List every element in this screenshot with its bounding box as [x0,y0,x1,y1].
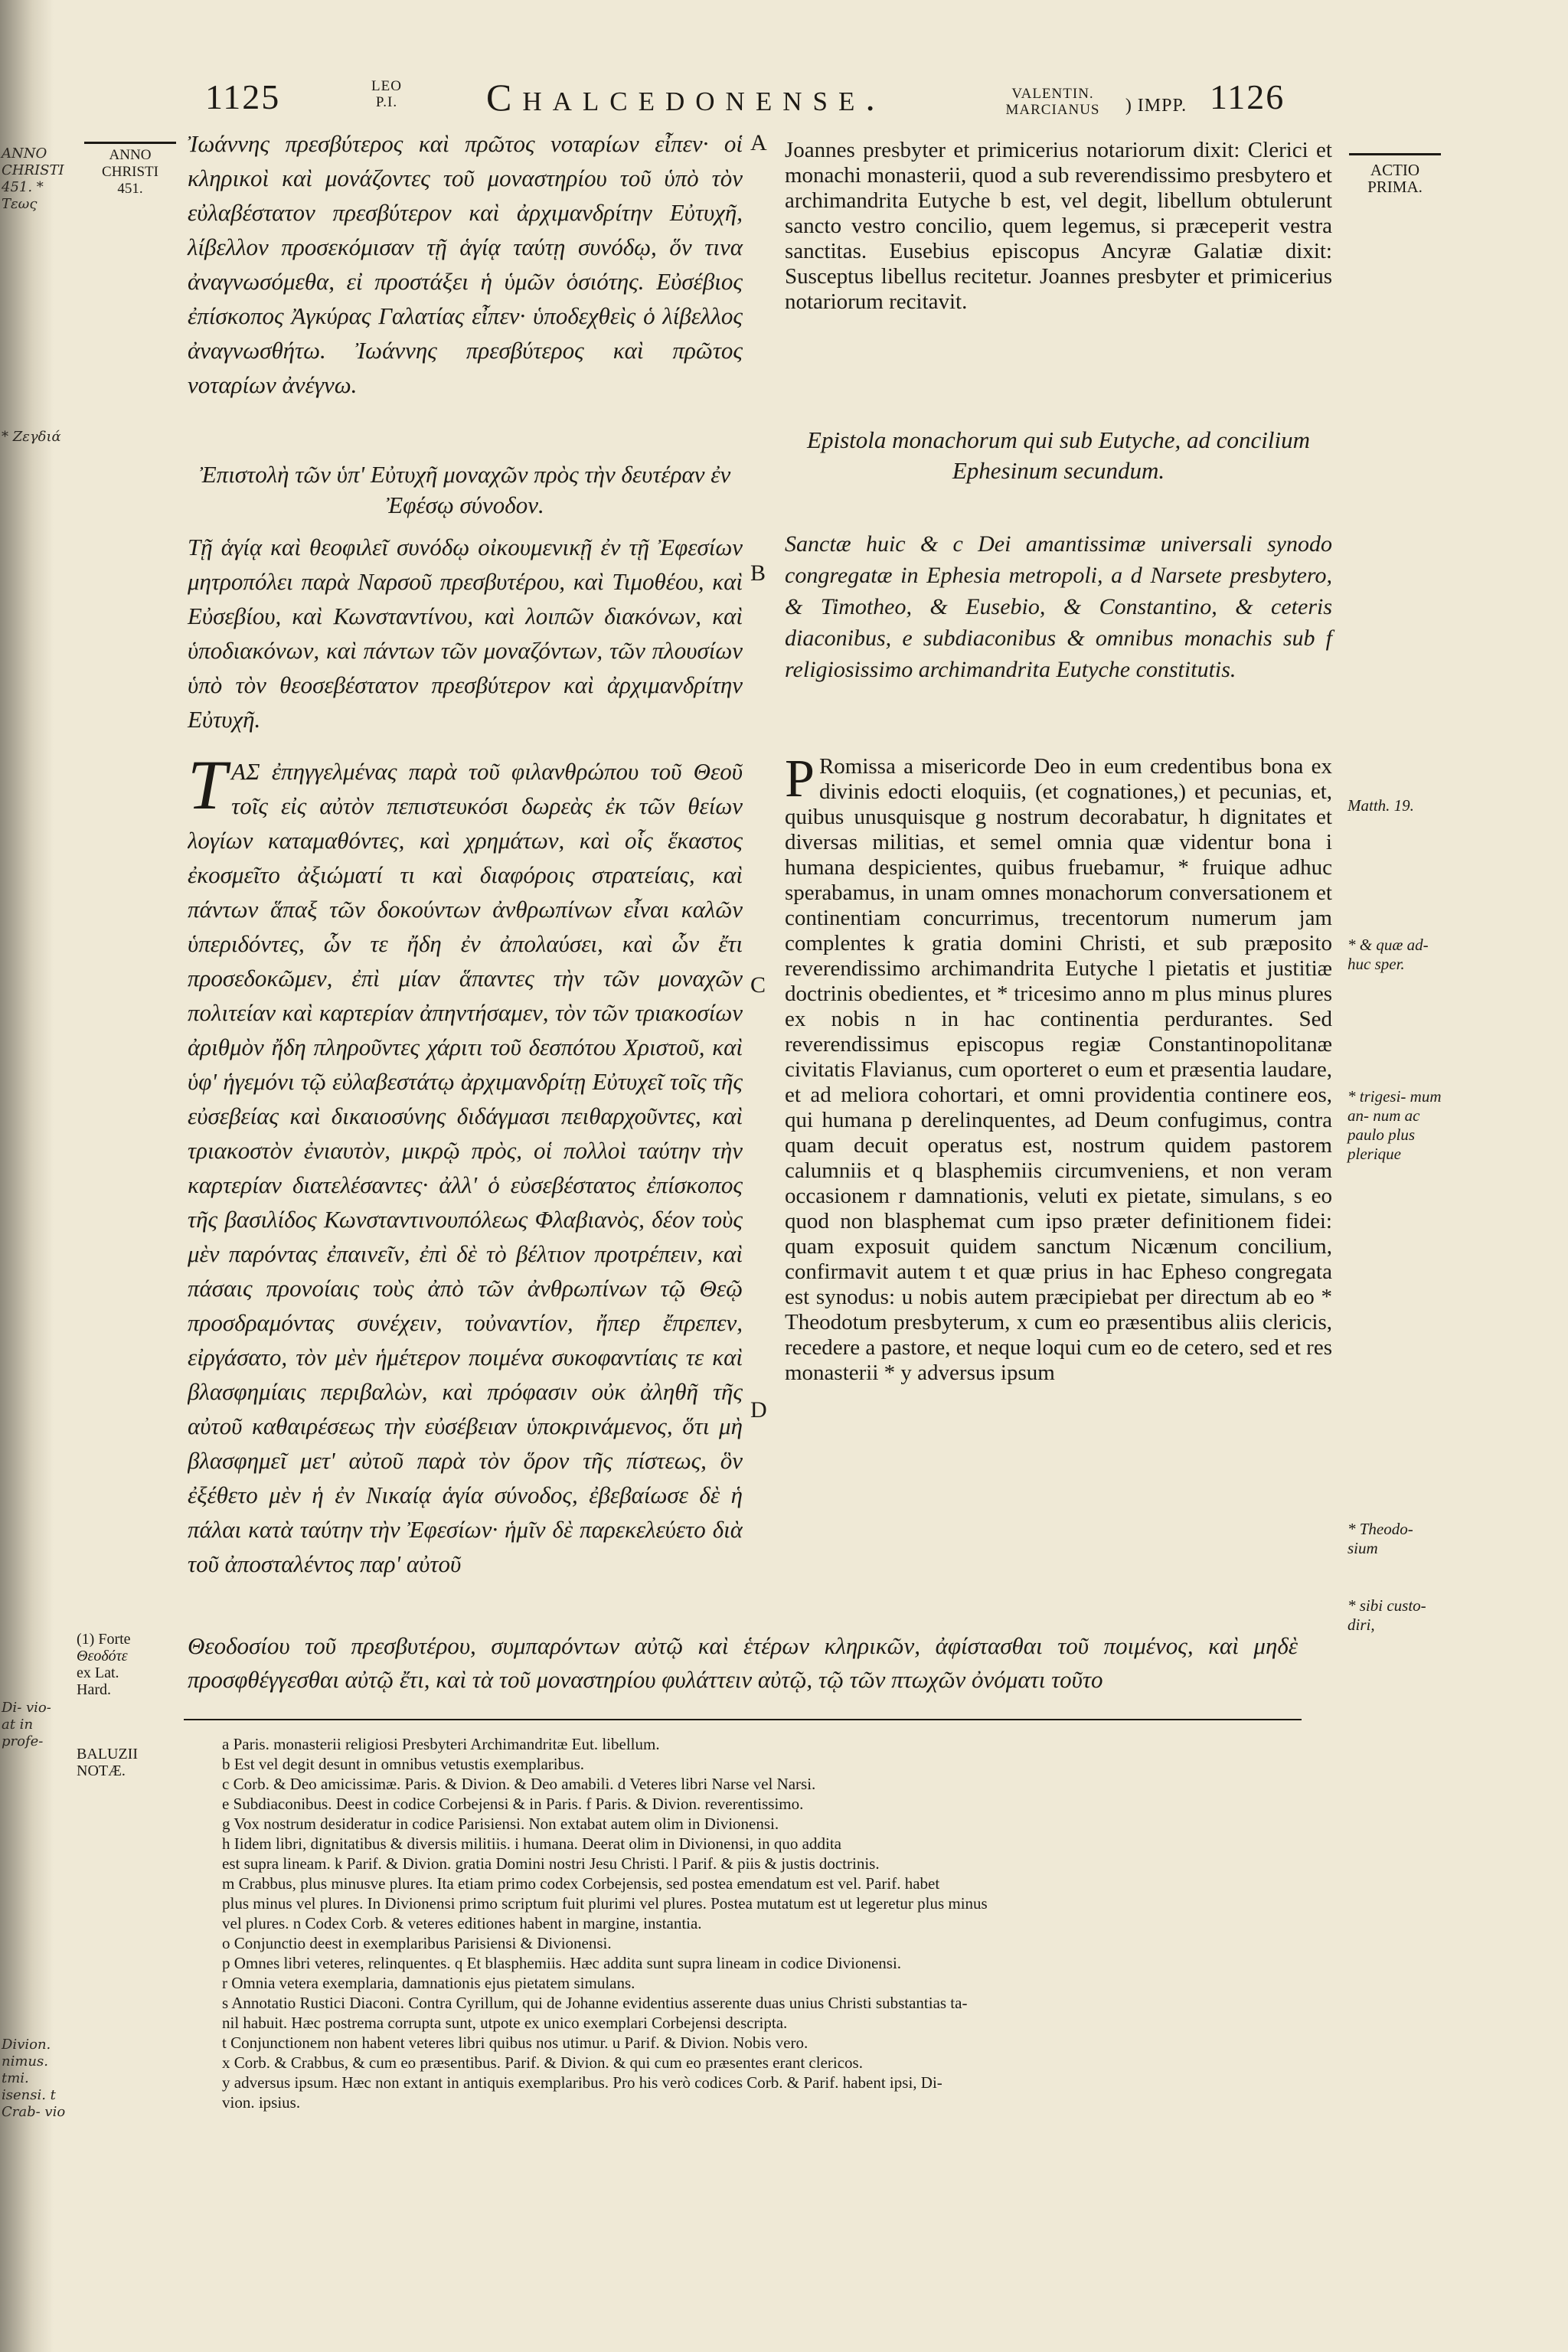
section-letter-a: A [750,130,767,155]
actio-line2: PRIMA. [1367,178,1423,196]
anno-line3: 451. [117,181,143,197]
note-line: o Conjunctio deest in exemplaribus Parisiensi & Divionensi. [222,1934,612,1952]
section-letter-c: C [750,972,766,998]
prev-fragment-zeugma: * Ζεγδιά [2,429,61,445]
sidenote-trigesimo: * trigesi- mum an- num ac paulo plus plerique [1348,1087,1442,1163]
latin-address: Sanctæ huic & c Dei amantissimæ universali synodo congregatæ in Ephesia metropoli, a d Narsete presbytero, & Timotheo, & Eusebio, & Constantino, & ceteris diaconibus, e subdiaconibus & omnibus monachis sub f religiosissimo archimandrita Eutyche constitutis. [785,531,1332,682]
margin-anno-christi [84,142,176,198]
forte-line2: Θεοδότε [77,1648,128,1664]
margin-baluzii-notae [77,1746,168,1779]
baluzii-line2: NOTÆ. [77,1762,126,1779]
note-line: x Corb. & Crabbus, & cum eo præsentibus. Parif. & Divion. & qui cum eo præsentes erant clericos. [222,2053,863,2072]
notes-divider [184,1719,1302,1720]
note-line: plus minus vel plures. In Divionensi primo scriptum fuit plurimi vel plures. Postea mutatum est ut legeretur plus minus [222,1894,988,1913]
note-line: vel plures. n Codex Corb. & veteres editiones habent in margine, instantia. [222,1914,702,1932]
note-line: h Iidem libri, dignitatibus & diversis militiis. i humana. Deerat olim in Divionensi, in quo addita [222,1834,841,1853]
section-letter-d: D [750,1397,767,1423]
note-line: g Vox nostrum desideratur in codice Parisiensi. Non extabat autem olim in Divionensi. [222,1815,779,1833]
anno-line1: ANNO [109,147,152,163]
note-line: r Omnia vetera exemplaria, damnationis ejus pietatem simulans. [222,1974,635,1992]
sidenote-theodosium: * Theodo- sium [1348,1520,1413,1557]
greek-address: Τῇ ἁγίᾳ καὶ θεοφιλεῖ συνόδῳ οἰκουμενικῇ ἐν τῇ Ἐφεσίων μητροπόλει παρὰ Ναρσοῦ πρεσβυτέρου, καὶ Τιμοθέου, καὶ Εὐσεβίου, καὶ Κωνσταντίνου, καὶ λοιπῶν διακόνων, καὶ ὑποδιακόνων, καὶ πάντων τῶν μοναζόντων, τῶν πλουσίων ὑπὸ τὸν θεοσεβέστατον πρεσβύτερον καὶ ἀρχιμανδρίτην Εὐτυχῆ. [188,534,743,733]
forte-line1: (1) Forte [77,1631,131,1648]
latin-intro: Joannes presbyter et primicerius notariorum dixit: Clerici et monachi monasterii, quod a sub reverendissimo presbytero et archimandrita Eutyche b est, vel degit, libellum obtulerunt sancto vestro concilio, quem legemus, si præceperit vestra sanctitas. Eusebius episcopus Ancyræ Galatiæ dixit: Susceptus libellus recitetur. Joannes presbyter et primicerius notariorum recitavit. [785,138,1332,314]
anno-line2: CHRISTI [102,164,158,180]
note-line: y adversus ipsum. Hæc non extant in antiquis exemplaribus. Pro his verò codices Corb. & Parif. habent ipsi, Di- [222,2073,942,2092]
note-line: vion. ipsius. [222,2093,301,2112]
forte-line4: Hard. [77,1681,111,1698]
actio-line1: ACTIO [1370,161,1420,179]
baluzii-notes [222,1734,1286,2112]
sidenote-matthew: Matth. 19. [1348,796,1414,815]
running-head-emperor-1: VALENTIN. [1011,86,1094,102]
note-line: p Omnes libri veteres, relinquentes. q Et blasphemiis. Hæc addita sunt supra lineam in codice Divionensi. [222,1954,902,1972]
greek-body-text: ΑΣ ἐπηγγελμένας παρὰ τοῦ φιλανθρώπου τοῦ Θεοῦ τοῖς εἰς αὐτὸν πεπιστευκόσι δωρεὰς ἐκ τῶν θείων λογίων καταμαθόντες, καὶ χρημάτων, καὶ οἷς ἕκαστος ἐκοσμεῖτο ἀξιώματί τι καὶ διαφόροις στρατείαις, καὶ πάντων ἅπαξ τῶν δοκούντων ἀνθρωπίνων εἶναι καλῶν ὑπεριδόντες, ὧν τε ἤδη ἐν ἀπολαύσει, καὶ ὧν ἔτι προσεδοκῶμεν, ἐπὶ μίαν ἅπαντες τὴν τῶν μοναχῶν πολιτείαν καὶ καρτερίαν ἀπηντήσαμεν, τὸν τῶν τριακοσίων ἀριθμὸν ἤδη πληροῦντες χάριτι τοῦ δεσπότου Χριστοῦ, καὶ ὑφ' ἡγεμόνι τῷ εὐλαβεστάτῳ ἀρχιμανδρίτῃ Εὐτυχεῖ τοῖς τῆς εὐσεβείας καὶ δικαιοσύνης διδάγμασι πειθαρχοῦντες, καὶ τριακοστὸν ἐνιαυτὸν, μικρῷ πρὸς, οἱ πολλοὶ ταύτην τὴν καρτερίαν διατελέσαντες· ἀλλ' ὁ εὐσεβέστατος ἐπίσκοπος τῆς βασιλίδος Κωνσταντινουπόλεως Φλαβιανὸς, δέον τοὺς μὲν παρόντας ἐπαινεῖν, ἐπὶ δὲ τὸ βέλτιον προτρέπειν, καὶ πάσαις προνοίαις τοὺς ἀπὸ τῶν ἀνθρωπίνων τῷ Θεῷ προσδραμόντας συνέχειν, τοὐναντίον, ἤπερ ἔπρεπεν, εἰργάσατο, τὸν μὲν ἡμέτερον ποιμένα συκοφαντίαις τε καὶ βλασφημίαις περιβαλὼν, καὶ πρόφασιν οὐκ ἀληθῆ τῆς αὐτοῦ καθαιρέσεως τὴν εὐσέβειαν ὑποκρινάμενος, ὅτι μὴ βλασφημεῖ μετ' αὐτοῦ παρὰ τὸν ὅρον τῆς πίστεως, ὃν ἐξέθετο μὲν ἡ ἐν Νικαίᾳ ἁγία σύνοδος, ἐβεβαίωσε δὲ ἡ πάλαι κατὰ ταύτην τὴν Ἐφεσίων· ἡμῖν δὲ παρεκελεύετο διὰ τοῦ ἀποσταλέντος παρ' αὐτοῦ [188,758,743,1577]
greek-body [188,754,743,1623]
margin-actio-prima [1349,153,1441,195]
section-letter-b: B [750,560,766,586]
note-line: s Annotatio Rustici Diaconi. Contra Cyrillum, qui de Johanne evidentius asserente duas unius Christi substantias ta- [222,1994,968,2012]
baluzii-line1: BALUZII [77,1746,138,1762]
greek-body-continuation: Θεοδοσίου τοῦ πρεσβυτέρου, συμπαρόντων αὐτῷ καὶ ἑτέρων κληρικῶν, ἀφίστασθαι τοῦ ποιμένος, καὶ μηδὲ προσφθέγγεσθαι αὐτῷ ἔτι, καὶ τὰ τοῦ μοναστηρίου φυλάττειν αὐτῷ, τῷ τῶν πτωχῶν ὀνόματι τοῦτο [188,1632,1298,1693]
note-line: t Conjunctionem non habent veteres libri quibus nos utimur. u Parif. & Divion. Nobis vero. [222,2034,808,2052]
note-line: a Paris. monasterii religiosi Presbyteri Archimandritæ Eut. libellum. [222,1735,660,1753]
running-head-emperor-2: MARCIANUS [1005,102,1100,118]
running-head-emperors [995,86,1110,118]
latin-body-text: Romissa a misericorde Deo in eum credentibus bona ex divinis edocti eloquiis, (et cognationes,) et pecunias, et, quibus unusquisque g nostrum decorabatur, h dignitates et diversas militias, et semel omnia quæ videntur bona i humana despicientes, quibus fruebamur, * fruique adhuc sperabamus, in unam omnes monachorum conversationem et continentiam concurrimus, trecentorum numerum jam complentes k gratia domini Christi, et sub præposito reverendissimo archimandrita Eutyche l pietatis et justitiæ doctrinis obedientes, et * tricesimo anno m plus minus plures ex nobis n in hac continentia perdurantes. Sed reverendissimus episcopus regiæ Constantinopolitanæ civitatis Flavianus, cum oporteret o eum et præsentia laudare, et ad meliora cohortari, et omni providentia continere eos, qui humana p derelinquentes, ad Deum confugimus, contra quam decuit operatus est, nostrum quidem pastorem calumniis et q blasphemiis circumveniens, et non veram occasionem r damnationis, veluti ex pietate, simulans, s eo quod non blasphemat cum ipso præter definitionem fidei: quam exposuit quidem sanctum Nicænum concilium, confirmavit autem t et quæ prius in hac Epheso congregata est synodus: u nobis autem præcipiebat per directum ab eo * Theodotum presbyterum, x cum eo præsentibus aliis clericis, recedere a pastore, et neque loqui cum eo de cetero, sed et res monasterii * y adversus ipsum [785,754,1332,1385]
running-head-leo-line2: P.I. [375,94,398,110]
note-line: est supra lineam. k Parif. & Divion. gratia Domini nostri Jesu Christi. l Parif. & piis & justis doctrinis. [222,1854,880,1873]
running-head-impp: ) IMPP. [1125,96,1187,116]
prev-fragment-anno: ANNO CHRISTI 451. * Τεως [2,145,64,212]
page-title: Chalcedonense. [486,76,886,119]
note-line: c Corb. & Deo amicissimæ. Paris. & Divion. & Deo amabili. d Veteres libri Narse vel Narsi. [222,1775,816,1793]
margin-forte-note [77,1631,168,1698]
previous-page-edge [0,0,69,2352]
prev-fragment-divion: Divion. nimus. tmi. isensi. t Crab- vio [2,2037,66,2120]
note-line: e Subdiaconibus. Deest in codice Corbejensi & in Paris. f Paris. & Divion. reverentissimo. [222,1795,804,1813]
latin-drop-capital: P [785,754,815,808]
note-line: b Est vel degit desunt in omnibus vetustis exemplaribus. [222,1755,585,1773]
latin-epistle-heading: Epistola monachorum qui sub Eutyche, ad concilium Ephesinum secundum. [807,426,1310,484]
greek-drop-capital: Τ [188,754,227,824]
note-line: nil habuit. Hæc postrema corrupta sunt, utpote ex unico exemplari Corbejensi descripta. [222,2014,788,2032]
running-head-leo [360,78,413,110]
sidenote-sibi-custodiri: * sibi custo- diri, [1348,1596,1426,1634]
latin-body [785,754,1332,1619]
greek-intro: Ἰωάννης πρεσβύτερος καὶ πρῶτος νοταρίων εἶπεν· οἱ κληρικοὶ καὶ μονάζοντες τοῦ μοναστηρίου τοῦ ὑπὸ τὸν εὐλαβέστατον πρεσβύτερον καὶ ἀρχιμανδρίτην Εὐτυχῆ, λίβελλον προσεκόμισαν τῇ ἁγίᾳ ταύτῃ συνόδῳ, ὅν τινα ἀναγνωσόμεθα, εἰ προστάξει ἡ ὑμῶν ὁσιότης. Εὐσέβιος ἐπίσκοπος Ἀγκύρας Γαλατίας εἶπεν· ὑποδεχθεὶς ὁ λίβελλος ἀναγνωσθήτω. Ἰωάννης πρεσβύτερος καὶ πρῶτος νοταρίων ἀνέγνω. [188,130,743,398]
sidenote-quae-adhuc: * & quæ ad- huc sper. [1348,936,1429,973]
running-head-leo-line1: LEO [371,78,402,94]
page-number-left: 1125 [205,77,281,116]
note-line: m Crabbus, plus minusve plures. Ita etiam primo codex Corbejensis, sed postea emendatum est vel. Parif. habet [222,1874,940,1893]
page-number-right: 1126 [1210,77,1285,116]
forte-line3: ex Lat. [77,1664,119,1681]
prev-fragment-divio: Di- vio- at in profe- [2,1700,51,1749]
greek-epistle-heading: Ἐπιστολὴ τῶν ὑπ' Εὐτυχῆ μοναχῶν πρὸς τὴν δευτέραν ἐν Ἐφέσῳ σύνοδον. [199,461,731,518]
